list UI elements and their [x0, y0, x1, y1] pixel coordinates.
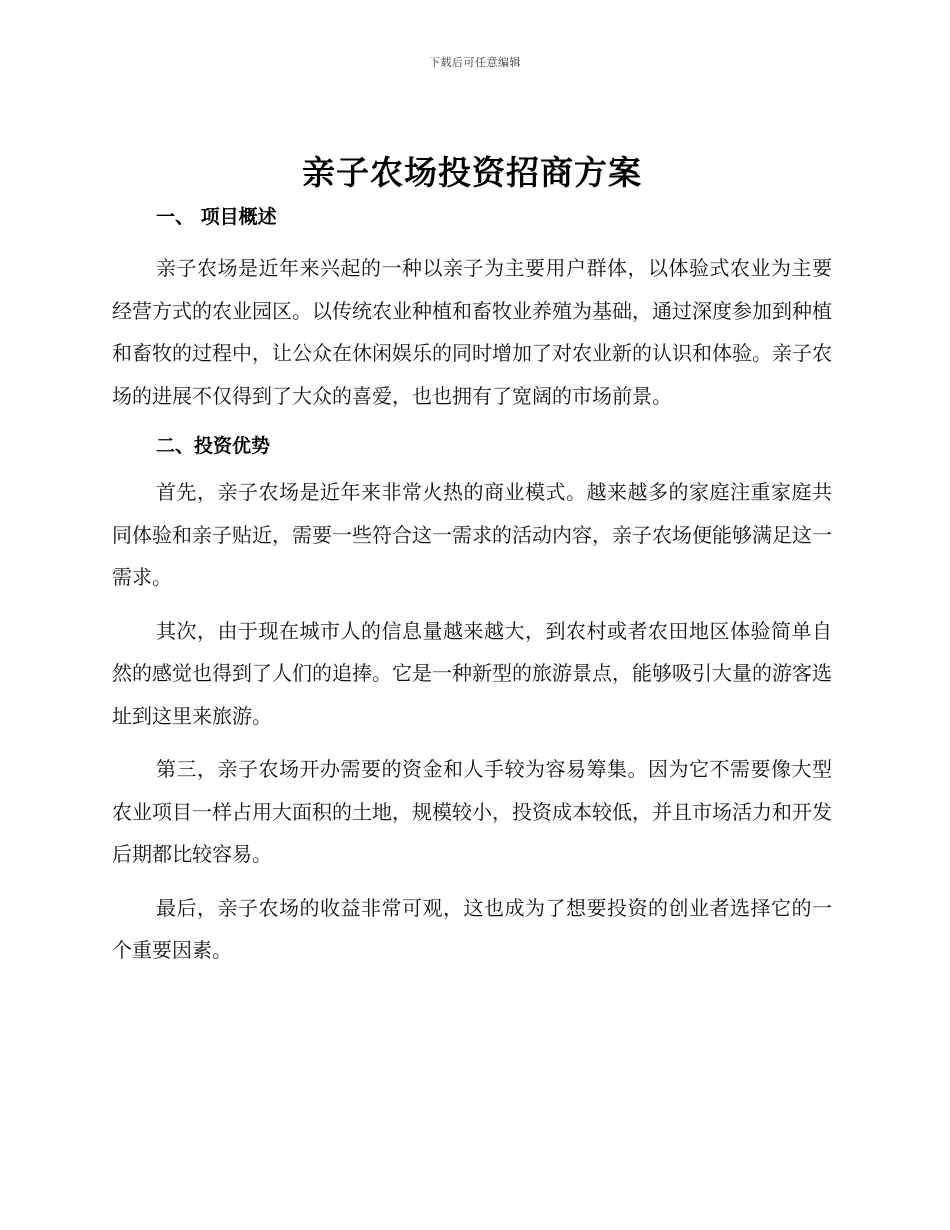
- advantage-paragraph-second: 其次，由于现在城市人的信息量越来越大，到农村或者农田地区体验简单自然的感觉也得到了人们的追捧。它是一种新型的旅游景点，能够吸引大量的游客选址到这里来旅游。: [112, 618, 832, 728]
- section-heading-advantages: 二、投资优势: [156, 435, 271, 457]
- document-title: 亲子农场投资招商方案: [302, 153, 642, 192]
- advantage-paragraph-third: 第三，亲子农场开办需要的资金和人手较为容易筹集。因为它不需要像大型农业项目一样占用大面积的土地，规模较小，投资成本较低，并且市场活力和开发后期都比较容易。: [112, 757, 832, 866]
- advantage-paragraph-last: 最后，亲子农场的收益非常可观，这也成为了想要投资的创业者选择它的一个重要因素。: [112, 895, 832, 962]
- section-heading-overview: 一、 项目概述: [156, 206, 277, 228]
- document-body: [112, 150, 832, 972]
- overview-paragraph: 亲子农场是近年来兴起的一种以亲子为主要用户群体，以体验式农业为主要经营方式的农业园区。以传统农业种植和畜牧业养殖为基础，通过深度参加到种植和畜牧的过程中，让公众在休闲娱乐的同时增加了对农业新的认识和体验。亲子农场的进展不仅得到了大众的喜爱，也也拥有了宽阔的市场前景。: [112, 256, 832, 408]
- header-note: 下载后可任意编辑: [429, 56, 521, 69]
- advantage-paragraph-first: 首先，亲子农场是近年来非常火热的商业模式。越来越多的家庭注重家庭共同体验和亲子贴近，需要一些符合这一需求的活动内容，亲子农场便能够满足这一需求。: [112, 480, 832, 589]
